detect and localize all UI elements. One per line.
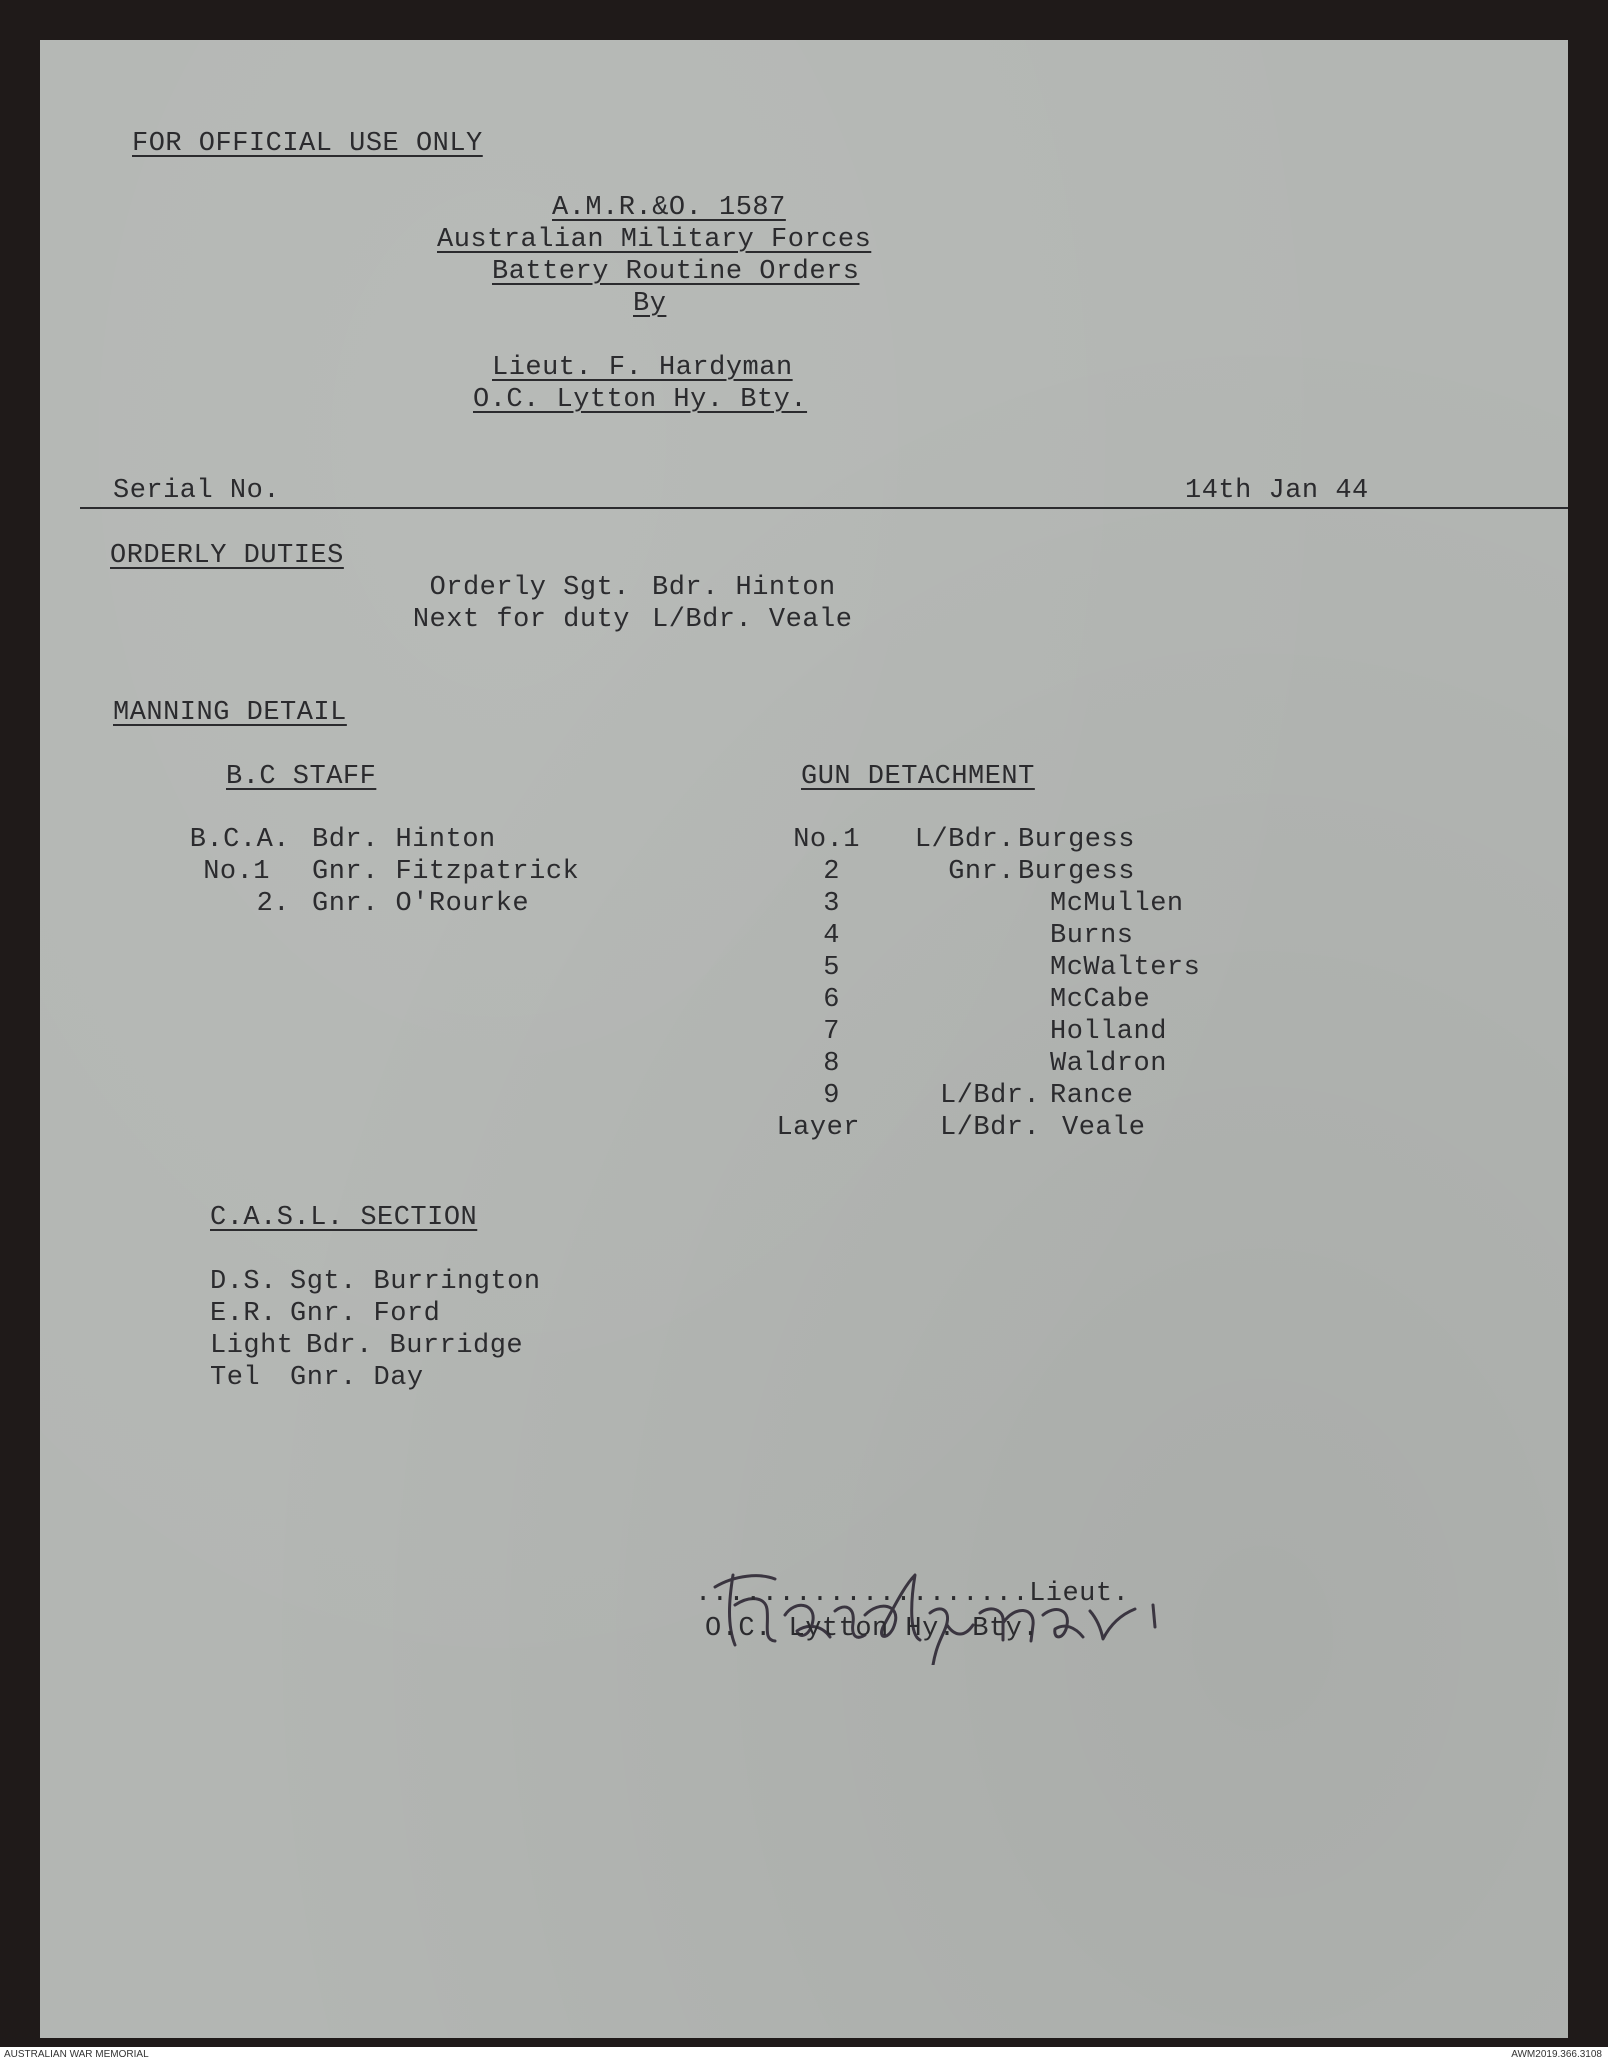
bc-staff-name: Bdr. Hinton xyxy=(312,825,496,855)
gun-position: 6 xyxy=(823,985,840,1015)
casl-role: E.R. xyxy=(210,1299,277,1329)
gun-position: 8 xyxy=(823,1049,840,1079)
gun-member-name: Burgess xyxy=(1018,857,1135,887)
document-date: 14th Jan 44 xyxy=(1185,476,1369,506)
signature-line xyxy=(695,1578,1129,1610)
casl-role: D.S. xyxy=(210,1267,277,1297)
gun-member-name: Waldron xyxy=(1050,1049,1167,1079)
serial-divider xyxy=(80,507,1568,509)
gun-member-name: McMullen xyxy=(1050,889,1184,919)
next-duty-role: Next for duty xyxy=(412,605,630,635)
gun-position: Layer xyxy=(776,1113,860,1143)
gun-member-name: McWalters xyxy=(1050,953,1201,983)
gun-rank: L/Bdr. xyxy=(940,1081,1041,1111)
gun-member-name: Burgess xyxy=(1018,825,1135,855)
gun-position: 3 xyxy=(823,889,840,919)
serial-number-label: Serial No. xyxy=(113,476,281,506)
gun-position: 4 xyxy=(823,921,840,951)
casl-role: Tel xyxy=(210,1363,261,1393)
reference-number: A.M.R.&O. 1587 xyxy=(552,193,786,223)
header-line-1: Australian Military Forces xyxy=(437,225,872,255)
bc-staff-heading: B.C STAFF xyxy=(226,762,377,792)
gun-position: 5 xyxy=(823,953,840,983)
signature-dots: .................... xyxy=(695,1579,1030,1609)
gun-member-name: Burns xyxy=(1050,921,1134,951)
issuer-name: Lieut. F. Hardyman xyxy=(492,353,793,383)
gun-member-name: Holland xyxy=(1050,1017,1167,1047)
gun-position: 7 xyxy=(823,1017,840,1047)
gun-member-name: Veale xyxy=(1062,1113,1146,1143)
gun-rank: Gnr. xyxy=(948,857,1015,887)
gun-rank: L/Bdr. xyxy=(914,825,1015,855)
orderly-role: Orderly Sgt. xyxy=(429,573,630,603)
next-duty-name: L/Bdr. Veale xyxy=(652,605,853,635)
footer-catalogue-number: AWM2019.366.3108 xyxy=(1511,2049,1602,2060)
signature-title: O.C. Lytton Hy. Bty. xyxy=(705,1614,1040,1644)
header-line-3: By xyxy=(633,289,667,319)
casl-member-name: Bdr. Burridge xyxy=(306,1331,524,1361)
gun-position: 9 xyxy=(823,1081,840,1111)
casl-section-heading: C.A.S.L. SECTION xyxy=(210,1203,478,1233)
orderly-name: Bdr. Hinton xyxy=(652,573,836,603)
bc-staff-position: No.1 xyxy=(203,857,270,887)
header-line-2: Battery Routine Orders xyxy=(492,257,860,287)
issuer-title: O.C. Lytton Hy. Bty. xyxy=(473,385,808,415)
gun-position: 2 xyxy=(823,857,840,887)
casl-member-name: Sgt. Burrington xyxy=(290,1267,541,1297)
footer-institution: AUSTRALIAN WAR MEMORIAL xyxy=(4,2049,149,2060)
bc-staff-name: Gnr. Fitzpatrick xyxy=(312,857,580,887)
casl-member-name: Gnr. Day xyxy=(290,1363,424,1393)
gun-detachment-heading: GUN DETACHMENT xyxy=(801,762,1035,792)
casl-member-name: Gnr. Ford xyxy=(290,1299,441,1329)
gun-position: No.1 xyxy=(793,825,860,855)
classification-label: FOR OFFICIAL USE ONLY xyxy=(132,129,483,159)
bc-staff-name: Gnr. O'Rourke xyxy=(312,889,530,919)
gun-member-name: McCabe xyxy=(1050,985,1151,1015)
bc-staff-position: 2. xyxy=(256,889,290,919)
document-page xyxy=(40,40,1568,2038)
casl-role: Light xyxy=(210,1331,294,1361)
manning-detail-heading: MANNING DETAIL xyxy=(113,698,347,728)
signature-rank: Lieut. xyxy=(1029,1579,1130,1609)
orderly-duties-heading: ORDERLY DUTIES xyxy=(110,541,344,571)
gun-member-name: Rance xyxy=(1050,1081,1134,1111)
bc-staff-position: B.C.A. xyxy=(189,825,290,855)
gun-rank: L/Bdr. xyxy=(940,1113,1041,1143)
